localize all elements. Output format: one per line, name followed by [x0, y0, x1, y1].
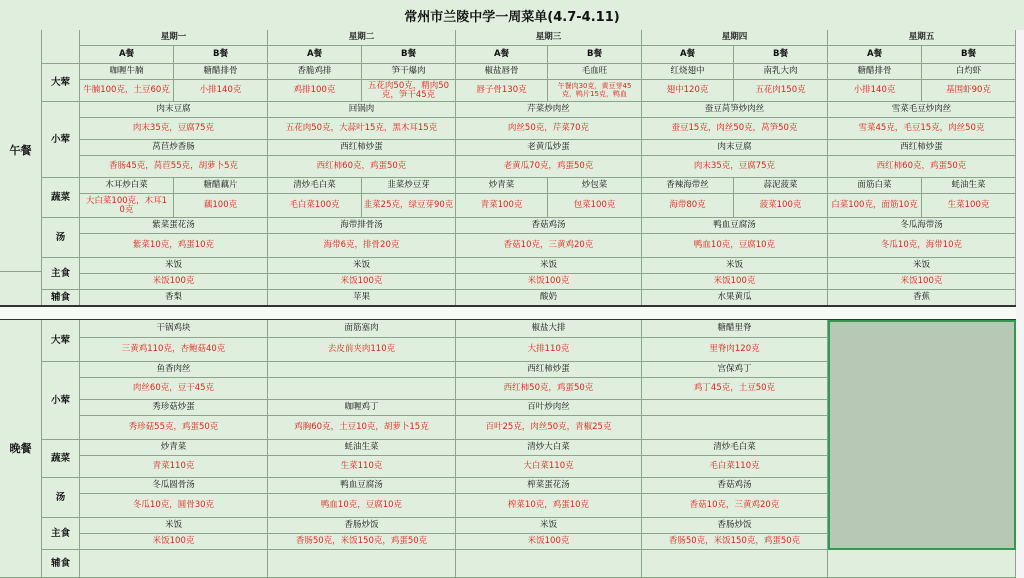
- dish-cell[interactable]: 米饭: [268, 258, 456, 274]
- dish-cell[interactable]: 香脆鸡排: [268, 64, 362, 80]
- amount-cell[interactable]: [642, 416, 828, 440]
- amount-cell[interactable]: 米饭100克: [80, 534, 268, 550]
- amount-cell[interactable]: 米饭100克: [456, 534, 642, 550]
- side-cell[interactable]: 香蕉: [828, 290, 1016, 306]
- amount-cell[interactable]: 生菜100克: [922, 194, 1016, 218]
- amount-cell[interactable]: 西红柿60克，鸡蛋50克: [268, 156, 456, 178]
- dish-cell[interactable]: 西红柿炒蛋: [456, 362, 642, 378]
- amount-cell[interactable]: 菠菜100克: [734, 194, 828, 218]
- amount-cell[interactable]: 里脊肉120克: [642, 338, 828, 362]
- dish-cell[interactable]: 咖喱牛腩: [80, 64, 174, 80]
- category-soup-dinner[interactable]: 汤: [42, 478, 80, 518]
- amount-cell[interactable]: 青菜110克: [80, 456, 268, 478]
- category-main-lunch[interactable]: 大荤: [42, 64, 80, 102]
- amount-cell[interactable]: 韭菜25克，绿豆芽90克: [362, 194, 456, 218]
- amount-cell[interactable]: 小排140克: [174, 80, 268, 102]
- dish-cell[interactable]: 西红柿炒蛋: [268, 140, 456, 156]
- set-a-header[interactable]: A餐: [456, 46, 548, 64]
- dish-cell[interactable]: 面筋白菜: [828, 178, 922, 194]
- dish-cell[interactable]: [268, 362, 456, 378]
- side-cell[interactable]: [80, 550, 268, 578]
- amount-cell[interactable]: 五花肉150克: [734, 80, 828, 102]
- dish-cell[interactable]: 糖醋里脊: [642, 320, 828, 338]
- amount-cell[interactable]: 鸡排100克: [268, 80, 362, 102]
- amount-cell[interactable]: 海带80克: [642, 194, 734, 218]
- amount-cell[interactable]: 生菜110克: [268, 456, 456, 478]
- meal-label-dinner[interactable]: 晚餐: [0, 320, 42, 578]
- amount-cell[interactable]: 香肠45克，莴苣55克，胡萝卜5克: [80, 156, 268, 178]
- amount-cell[interactable]: 雪菜45克，毛豆15克，肉丝50克: [828, 118, 1016, 140]
- set-b-header[interactable]: B餐: [174, 46, 268, 64]
- dish-cell[interactable]: 炒青菜: [80, 440, 268, 456]
- dish-cell[interactable]: 咖喱鸡丁: [268, 400, 456, 416]
- dish-cell[interactable]: 肉末豆腐: [80, 102, 268, 118]
- dish-cell[interactable]: 海带排骨汤: [268, 218, 456, 234]
- side-cell[interactable]: [268, 550, 456, 578]
- meal-label-lunch[interactable]: 午餐: [0, 30, 42, 272]
- set-a-header[interactable]: A餐: [828, 46, 922, 64]
- dish-cell[interactable]: 炒包菜: [548, 178, 642, 194]
- dish-cell[interactable]: 韭菜炒豆芽: [362, 178, 456, 194]
- dish-cell[interactable]: 香菇鸡汤: [456, 218, 642, 234]
- amount-cell[interactable]: 唇子骨130克: [456, 80, 548, 102]
- dish-cell[interactable]: 西红柿炒蛋: [828, 140, 1016, 156]
- amount-cell[interactable]: 五花肉50克，大蒜叶15克，黑木耳15克: [268, 118, 456, 140]
- dish-cell[interactable]: 干锅鸡块: [80, 320, 268, 338]
- amount-cell[interactable]: 五花肉50克，精肉50克，笋干45克: [362, 80, 456, 102]
- amount-cell[interactable]: 肉丝50克，芹菜70克: [456, 118, 642, 140]
- category-veg-dinner[interactable]: 蔬菜: [42, 440, 80, 478]
- category-side-lunch[interactable]: 辅食: [42, 290, 80, 306]
- amount-cell[interactable]: 毛白菜110克: [642, 456, 828, 478]
- amount-cell[interactable]: 基围虾90克: [922, 80, 1016, 102]
- meal-label-filler[interactable]: [0, 272, 42, 306]
- section-divider: [0, 305, 1016, 307]
- side-cell[interactable]: 香梨: [80, 290, 268, 306]
- dish-cell[interactable]: 米饭: [456, 518, 642, 534]
- amount-cell[interactable]: 白菜100克，面筋10克: [828, 194, 922, 218]
- dish-cell[interactable]: 椒盐唇骨: [456, 64, 548, 80]
- dish-cell[interactable]: 紫菜蛋花汤: [80, 218, 268, 234]
- side-cell[interactable]: 水果黄瓜: [642, 290, 828, 306]
- dish-cell[interactable]: 香肠炒饭: [642, 518, 828, 534]
- dish-cell[interactable]: 红烧翅中: [642, 64, 734, 80]
- day-header-thu[interactable]: 星期四: [642, 30, 828, 46]
- day-header-mon[interactable]: 星期一: [80, 30, 268, 46]
- dish-cell[interactable]: 宫保鸡丁: [642, 362, 828, 378]
- amount-cell[interactable]: 鸭血10克，豆腐10克: [268, 494, 456, 518]
- amount-cell[interactable]: 西红柿50克，鸡蛋50克: [456, 378, 642, 400]
- dish-cell[interactable]: 香肠炒饭: [268, 518, 456, 534]
- dish-cell[interactable]: 木耳炒白菜: [80, 178, 174, 194]
- category-staple-lunch[interactable]: 主食: [42, 258, 80, 290]
- amount-cell[interactable]: 去皮前夹肉110克: [268, 338, 456, 362]
- spacer-row: [0, 306, 1024, 320]
- set-b-header[interactable]: B餐: [922, 46, 1016, 64]
- category-small-lunch[interactable]: 小荤: [42, 102, 80, 178]
- dish-cell[interactable]: 清炒大白菜: [456, 440, 642, 456]
- amount-cell[interactable]: 大排110克: [456, 338, 642, 362]
- day-header-tue[interactable]: 星期二: [268, 30, 456, 46]
- dish-cell[interactable]: 椒盐大排: [456, 320, 642, 338]
- dish-cell[interactable]: 鸭血豆腐汤: [642, 218, 828, 234]
- side-cell[interactable]: [828, 550, 1016, 578]
- dish-cell[interactable]: 冬瓜海带汤: [828, 218, 1016, 234]
- amount-cell[interactable]: 榨菜10克，鸡蛋10克: [456, 494, 642, 518]
- amount-cell[interactable]: 西红柿60克，鸡蛋50克: [828, 156, 1016, 178]
- amount-cell[interactable]: 秀珍菇55克，鸡蛋50克: [80, 416, 268, 440]
- dish-cell[interactable]: 炒青菜: [456, 178, 548, 194]
- amount-cell[interactable]: 毛白菜100克: [268, 194, 362, 218]
- dish-cell[interactable]: 白灼虾: [922, 64, 1016, 80]
- dish-cell[interactable]: 肉末豆腐: [642, 140, 828, 156]
- amount-cell[interactable]: 冬瓜10克，圆骨30克: [80, 494, 268, 518]
- set-a-header[interactable]: A餐: [268, 46, 362, 64]
- amount-cell[interactable]: 百叶25克，肉丝50克，青椒25克: [456, 416, 642, 440]
- amount-cell[interactable]: 翅中120克: [642, 80, 734, 102]
- category-veg-lunch[interactable]: 蔬菜: [42, 178, 80, 218]
- amount-cell[interactable]: 老黄瓜70克，鸡蛋50克: [456, 156, 642, 178]
- dish-cell[interactable]: 米饭: [456, 258, 642, 274]
- amount-cell[interactable]: 大白菜100克，木耳10克: [80, 194, 174, 218]
- amount-cell[interactable]: 肉丝60克，豆干45克: [80, 378, 268, 400]
- dish-cell[interactable]: 蚝油生菜: [922, 178, 1016, 194]
- set-a-header[interactable]: A餐: [80, 46, 174, 64]
- amount-cell[interactable]: 香肠50克，米饭150克，鸡蛋50克: [642, 534, 828, 550]
- amount-cell[interactable]: 青菜100克: [456, 194, 548, 218]
- set-b-header[interactable]: B餐: [548, 46, 642, 64]
- amount-cell[interactable]: 鸭血10克，豆腐10克: [642, 234, 828, 258]
- amount-cell[interactable]: 大白菜110克: [456, 456, 642, 478]
- amount-cell[interactable]: 米饭100克: [80, 274, 268, 290]
- amount-cell[interactable]: 蚕豆15克，肉丝50克，莴笋50克: [642, 118, 828, 140]
- dish-cell[interactable]: 回锅肉: [268, 102, 456, 118]
- dish-cell[interactable]: 糖醋排骨: [828, 64, 922, 80]
- amount-cell[interactable]: 香菇10克，三黄鸡20克: [642, 494, 828, 518]
- amount-cell[interactable]: [268, 378, 456, 400]
- dish-cell[interactable]: 毛血旺: [548, 64, 642, 80]
- side-cell[interactable]: [456, 550, 642, 578]
- dish-cell[interactable]: 香辣海带丝: [642, 178, 734, 194]
- set-b-header[interactable]: B餐: [734, 46, 828, 64]
- amount-cell[interactable]: 米饭100克: [642, 274, 828, 290]
- amount-cell[interactable]: 肉末35克，豆腐75克: [642, 156, 828, 178]
- selected-cell-range[interactable]: [828, 320, 1016, 550]
- dish-cell[interactable]: [642, 400, 828, 416]
- sheet-title: 常州市兰陵中学一周菜单(4.7-4.11): [404, 9, 620, 25]
- dish-cell[interactable]: 百叶炒肉丝: [456, 400, 642, 416]
- set-a-header[interactable]: A餐: [642, 46, 734, 64]
- day-header-wed[interactable]: 星期三: [456, 30, 642, 46]
- amount-cell[interactable]: 午餐肉30克，黄豆芽45克，鸭片15克，鸭血: [548, 80, 642, 102]
- category-soup-lunch[interactable]: 汤: [42, 218, 80, 258]
- amount-cell[interactable]: 海带6克，排骨20克: [268, 234, 456, 258]
- dish-cell[interactable]: 榨菜蛋花汤: [456, 478, 642, 494]
- amount-cell[interactable]: 肉末35克，豆腐75克: [80, 118, 268, 140]
- dish-cell[interactable]: 米饭: [80, 518, 268, 534]
- dish-cell[interactable]: 老黄瓜炒蛋: [456, 140, 642, 156]
- set-b-header[interactable]: B餐: [362, 46, 456, 64]
- amount-cell[interactable]: 米饭100克: [268, 274, 456, 290]
- amount-cell[interactable]: 香肠50克，米饭150克，鸡蛋50克: [268, 534, 456, 550]
- dish-cell[interactable]: 面筋塞肉: [268, 320, 456, 338]
- dish-cell[interactable]: 南乳大肉: [734, 64, 828, 80]
- dish-cell[interactable]: 蒜泥菠菜: [734, 178, 828, 194]
- dish-cell[interactable]: 糖醋藕片: [174, 178, 268, 194]
- dish-cell[interactable]: 鸭血豆腐汤: [268, 478, 456, 494]
- dish-cell[interactable]: 秀珍菇炒蛋: [80, 400, 268, 416]
- dish-cell[interactable]: 莴苣炒香肠: [80, 140, 268, 156]
- dish-cell[interactable]: 米饭: [80, 258, 268, 274]
- category-side-dinner[interactable]: 辅食: [42, 550, 80, 578]
- scroll-edge: [1016, 30, 1024, 578]
- amount-cell[interactable]: 米饭100克: [828, 274, 1016, 290]
- dish-cell[interactable]: 冬瓜圆骨汤: [80, 478, 268, 494]
- category-main-dinner[interactable]: 大荤: [42, 320, 80, 362]
- side-cell[interactable]: [642, 550, 828, 578]
- dish-cell[interactable]: 蚕豆莴笋炒肉丝: [642, 102, 828, 118]
- dish-cell[interactable]: 糖醋排骨: [174, 64, 268, 80]
- dish-cell[interactable]: 清炒毛白菜: [642, 440, 828, 456]
- dish-cell[interactable]: 蚝油生菜: [268, 440, 456, 456]
- dish-cell[interactable]: 芹菜炒肉丝: [456, 102, 642, 118]
- amount-cell[interactable]: 藕100克: [174, 194, 268, 218]
- category-staple-dinner[interactable]: 主食: [42, 518, 80, 550]
- amount-cell[interactable]: 紫菜10克，鸡蛋10克: [80, 234, 268, 258]
- amount-cell[interactable]: 鸡丁45克，土豆50克: [642, 378, 828, 400]
- header-corner-cell[interactable]: [42, 30, 80, 64]
- dish-cell[interactable]: 笋干爆肉: [362, 64, 456, 80]
- amount-cell[interactable]: 冬瓜10克，海带10克: [828, 234, 1016, 258]
- amount-cell[interactable]: 牛腩100克，土豆60克: [80, 80, 174, 102]
- category-small-dinner[interactable]: 小荤: [42, 362, 80, 440]
- dish-cell[interactable]: 米饭: [642, 258, 828, 274]
- dish-cell[interactable]: 雪菜毛豆炒肉丝: [828, 102, 1016, 118]
- amount-cell[interactable]: 香菇10克，三黄鸡20克: [456, 234, 642, 258]
- amount-cell[interactable]: 鸡胸60克，土豆10克，胡萝卜15克: [268, 416, 456, 440]
- dish-cell[interactable]: 鱼香肉丝: [80, 362, 268, 378]
- amount-cell[interactable]: 米饭100克: [456, 274, 642, 290]
- dish-cell[interactable]: 香菇鸡汤: [642, 478, 828, 494]
- amount-cell[interactable]: 三黄鸡110克，杏鲍菇40克: [80, 338, 268, 362]
- dish-cell[interactable]: 清炒毛白菜: [268, 178, 362, 194]
- dish-cell[interactable]: 米饭: [828, 258, 1016, 274]
- side-cell[interactable]: 酸奶: [456, 290, 642, 306]
- day-header-fri[interactable]: 星期五: [828, 30, 1016, 46]
- amount-cell[interactable]: 小排140克: [828, 80, 922, 102]
- side-cell[interactable]: 苹果: [268, 290, 456, 306]
- amount-cell[interactable]: 包菜100克: [548, 194, 642, 218]
